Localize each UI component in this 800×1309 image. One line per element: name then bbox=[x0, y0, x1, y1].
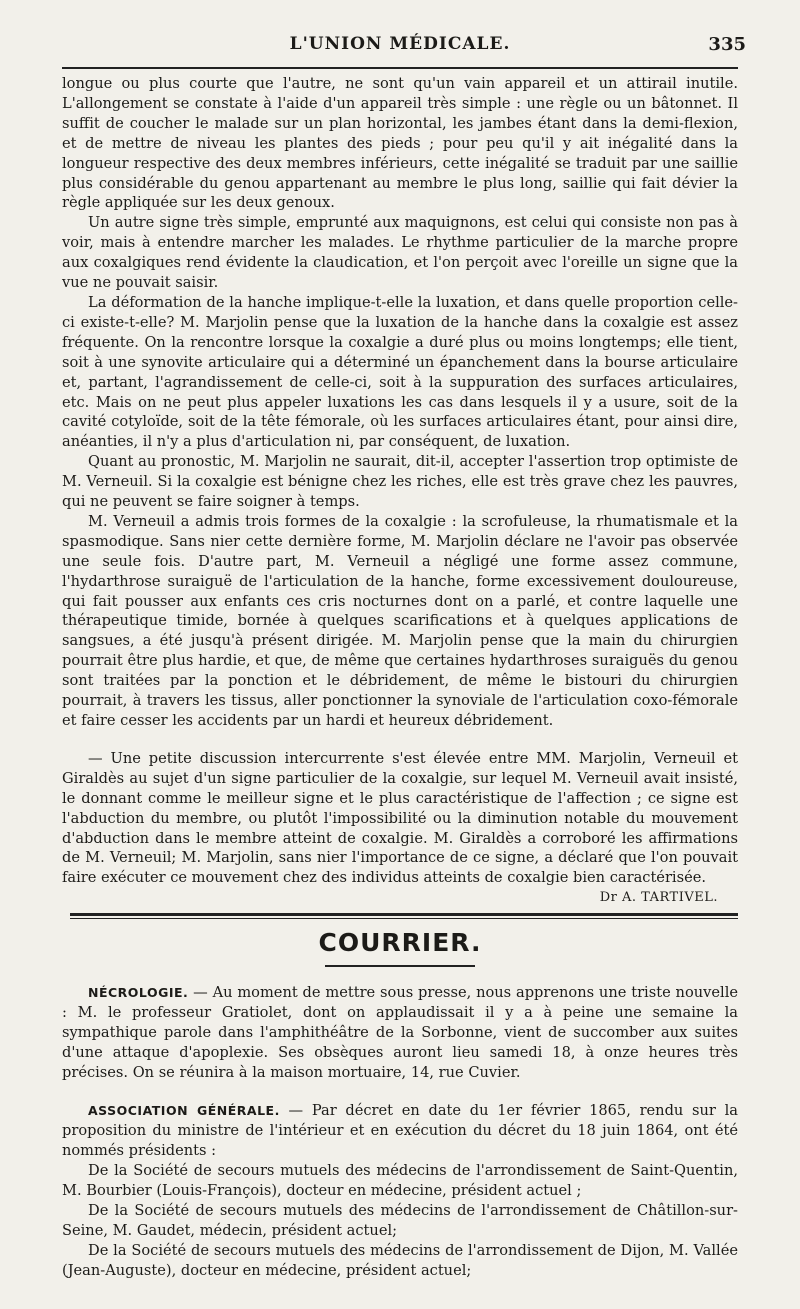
author-signature: Dr A. TARTIVEL. bbox=[599, 890, 718, 906]
article-body bbox=[62, 74, 738, 908]
article-paragraph: M. Verneuil a admis trois formes de la coxalgie : la scrofuleuse, la rhumatismale et la spasmodique. Sans nier cette dernière forme, M. Marjolin déclare ne l'avoir pas observée une seule fois. D'autre part, M. Verneuil a négligé une forme assez commune, l'hydarthrose suraiguë de l'articulation de la hanche, forme excessivement douloureuse, qui fait pousser aux enfants ces cris nocturnes dont on a parlé, et contre laquelle une thérapeutique timide, bornée à quelques scarifications et à quelques applications de sangsues, a été jusqu'à présent dirigée. M. Marjolin pense que la main du chirurgien pourrait être plus hardie, et que, de même que certaines hydarthroses suraiguës du genou sont traitées par la ponction et le débridement, de même le bistouri du chirurgien pourrait, à travers les tissus, aller ponctionner la synoviale de l'articulation coxo-fémorale et faire cesser les accidents par un hardi et heureux débridement. bbox=[62, 512, 738, 729]
necrologie-text: — Au moment de mettre sous presse, nous apprenons une triste nouvelle : M. le professeur Gratiolet, dont on applaudissait il y a à peine une semaine la sympathique parole dans l'amphithéâtre de la Sorbonne, vient de succomber aux suites d'une attaque d'apoplexie. Ses obsèques auront lieu samedi 18, à onze heures très précises. On se réunira à la maison mortuaire, 14, rue Cuvier. bbox=[62, 984, 738, 1081]
courrier-body bbox=[62, 983, 738, 1281]
article-paragraph: La déformation de la hanche implique-t-elle la luxation, et dans quelle proportion celle-ci existe-t-elle? M. Marjolin pense que la luxation de la hanche dans la coxalgie est assez fréquente. On la rencontre lorsque la coxalgie a duré plus ou moins longtemps; elle tient, soit à une synovite articulaire qui a déterminé un épanchement dans la bourse articulaire et, partant, l'agrandissement de celle-ci, soit à la suppuration des surfaces articulaires, etc. Mais on ne peut plus appeler luxations les cas dans lesquels il y a usure, soit de la cavité cotyloïde, soit de la tête fémorale, où les surfaces articulaires étant, pour ainsi dire, anéanties, il n'y a plus d'articulation ni, par conséquent, de luxation. bbox=[62, 293, 738, 451]
section-divider-thin bbox=[70, 918, 738, 919]
paragraph-gap bbox=[62, 1083, 738, 1101]
title-underline bbox=[325, 965, 475, 967]
appointment-item: De la Société de secours mutuels des médecins de l'arrondissement de Saint-Quentin, M. Bourbier (Louis-François), docteur en médecine, président actuel ; bbox=[62, 1162, 738, 1199]
header-rule bbox=[62, 67, 738, 69]
section-title: COURRIER. bbox=[318, 928, 482, 957]
article-paragraph: Un autre signe très simple, emprunté aux maquignons, est celui qui consiste non pas à voir, mais à entendre marcher les malades. Le rhythme particulier de la marche propre aux coxalgiques rend évidente la claudication, et l'on perçoit avec l'oreille un signe que la vue ne pouvait saisir. bbox=[62, 214, 738, 292]
association-label: ASSOCIATION GÉNÉRALE. bbox=[88, 1103, 280, 1118]
article-paragraph: Quant au pronostic, M. Marjolin ne saurait, dit-il, accepter l'assertion trop optimiste de M. Verneuil. Si la coxalgie est bénigne chez les riches, elle est très grave chez les pauvres, qui ne peuvent se faire soigner à temps. bbox=[62, 453, 738, 511]
association-text: — Par décret en date du 1er février 1865, rendu sur la proposition du ministre de l'intérieur et en exécution du décret du 18 juin 1864, ont été nommés présidents : bbox=[62, 1102, 738, 1159]
appointment-item: De la Société de secours mutuels des médecins de l'arrondissement de Châtillon-sur-Seine, M. Gaudet, médecin, président actuel; bbox=[62, 1202, 738, 1239]
article-paragraph: — Une petite discussion intercurrente s'est élevée entre MM. Marjolin, Verneuil et Giraldès au sujet d'un signe particulier de la coxalgie, sur lequel M. Verneuil avait insisté, le donnant comme le meilleur signe et le plus caractéristique de l'affection ; ce signe est l'abduction du membre, ou plutôt l'impossibilité ou la diminution notable du mouvement d'abduction dans le membre atteint de coxalgie. M. Giraldès a corroboré les affirmations de M. Verneuil; M. Marjolin, sans nier l'importance de ce signe, a déclaré que l'on pouvait faire exécuter ce mouvement chez des individus atteints de coxalgie bien caractérisée. bbox=[62, 749, 738, 887]
page-number: 335 bbox=[708, 34, 746, 55]
appointment-item: De la Société de secours mutuels des médecins de l'arrondissement de Dijon, M. Vallée (Jean-Auguste), docteur en médecine, président actuel; bbox=[62, 1242, 738, 1279]
running-title: L'UNION MÉDICALE. bbox=[289, 34, 511, 54]
necrologie-paragraph bbox=[62, 983, 738, 1083]
section-divider bbox=[70, 913, 738, 916]
association-paragraph bbox=[62, 1101, 738, 1161]
necrologie-label: NÉCROLOGIE. bbox=[88, 985, 189, 1000]
running-head bbox=[60, 30, 746, 60]
article-paragraph: longue ou plus courte que l'autre, ne sont qu'un vain appareil et un attirail inutile. L'allongement se constate à l'aide d'un appareil très simple : une règle ou un bâtonnet. Il suffit de coucher le malade sur un plan horizontal, les jambes étant dans la demi-flexion, et de mettre de niveau les plantes des pieds ; pour peu qu'il y ait inégalité dans la longueur respective des deux membres inférieurs, cette inégalité se traduit par une saillie plus considérable du genou appartenant au membre le plus long, saillie qui fait dévier la règle appliquée sur les deux genoux. bbox=[62, 75, 738, 212]
